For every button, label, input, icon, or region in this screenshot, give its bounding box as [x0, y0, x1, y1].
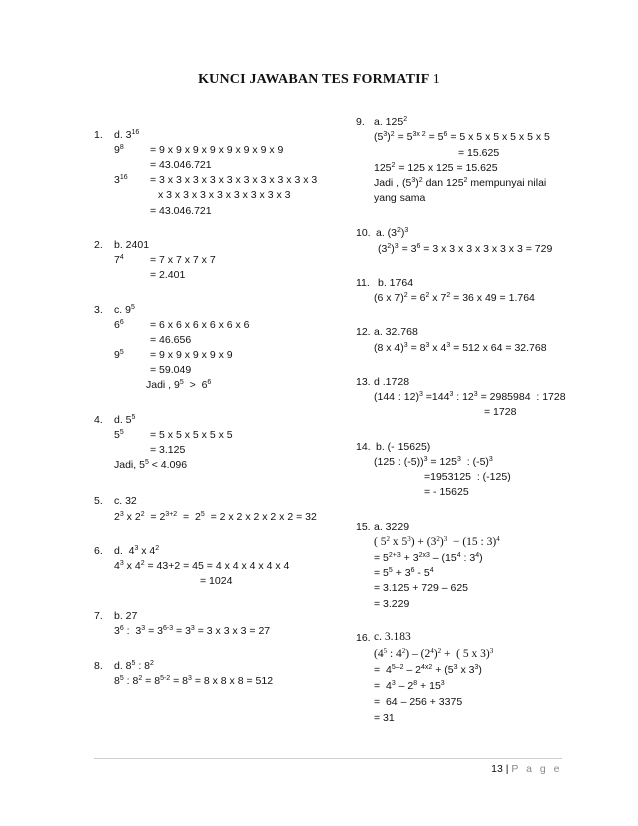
left-answer-line: = 9 x 9 x 9 x 9 x 9	[150, 349, 233, 361]
left-answer-line: d. $4^3$ x $4^2$	[114, 545, 160, 557]
right-answer-line: (8 x $4)^3 = 8^3$ x $4^3 = 512$ x 64 = 32.768	[374, 342, 547, 354]
right-answer-line: = 31	[374, 712, 395, 724]
page-number: 13	[491, 763, 503, 775]
right-answer-line: = 1728	[484, 406, 517, 418]
right-question-number: 13.	[356, 376, 371, 388]
right-answer-line: (125 : $(-5))^3 = 125^3$ : $(-5)^3$	[374, 456, 493, 468]
right-answer-line: = $4^3 - 2^8 + 15^3$	[374, 680, 445, 692]
right-answer-line: = $4^{5-2} - 2^{4x2} + (5^3$ x $3^3$)	[374, 664, 482, 676]
left-answer-line: = 3 x 3 x 3 x 3 x 3 x 3 x 3 x 3 x 3 x 3	[150, 174, 318, 186]
left-answer-line: Jadi , $9^5 > 6^6$	[146, 379, 212, 391]
right-answer-line: = $5^5 + 3^6 - 5^4$	[374, 567, 434, 579]
left-question-number: 3.	[94, 304, 103, 316]
left-answer-line: $5^5$	[114, 429, 124, 441]
left-answer-line: $2^3$ x $2^2 = 2^{3+2} = 2^5 = 2$ x 2 x 2 x 2 x 2 = 32	[114, 511, 317, 523]
right-answer-line: d .1728	[374, 376, 410, 388]
right-answer-line: $(5^3)^2 = 5^{3x 2} = 5^6 = 5$ x 5 x 5 x 5 x 5 x 5	[374, 131, 550, 143]
right-question-number: 16.	[356, 632, 371, 644]
left-answer-line: d. $5^5$	[114, 414, 136, 426]
right-answer-line: yang sama	[374, 192, 426, 204]
right-answer-line: = $5^{2+3} + 3^{2x3} - (15^4$ : $3^4$)	[374, 552, 483, 564]
left-answer-line: = 59.049	[150, 364, 192, 376]
right-question-number: 9.	[356, 116, 365, 128]
right-answer-line: ($4^5$ : $4^2) - (2^4)^2$ + ( 5 x 3)$^3$	[374, 647, 494, 660]
right-answer-line: b. 1764	[378, 277, 414, 289]
left-answer-line: b. 27	[114, 610, 138, 622]
right-question-number: 11.	[356, 277, 370, 289]
right-answer-line: (144 : $12)^3 =144^3$ : $12^3 = 2985984$ : 1728	[374, 391, 566, 403]
left-answer-line: = 9 x 9 x 9 x 9 x 9 x 9 x 9 x 9	[150, 144, 284, 156]
left-answer-line: c. $9^5$	[114, 304, 135, 316]
left-answer-line: $9^5$	[114, 349, 124, 361]
left-answer-line: = 43.046.721	[150, 159, 212, 171]
left-answer-line: = 3.125	[150, 444, 186, 456]
left-answer-line: $7^4$	[114, 254, 124, 266]
left-answer-line: = 7 x 7 x 7 x 7	[150, 254, 216, 266]
right-question-number: 12.	[356, 326, 371, 338]
left-answer-line: = 46.656	[150, 334, 192, 346]
right-answer-line: c. 3.183	[374, 631, 411, 643]
title-number: 1	[432, 72, 440, 87]
right-answer-line: a. 3229	[374, 521, 410, 533]
left-answer-line: = 6 x 6 x 6 x 6 x 6 x 6	[150, 319, 250, 331]
left-answer-line: $8^5$ : $8^2 = 8^{5-2} = 8^3 = 8$ x 8 x 8 = 512	[114, 675, 274, 687]
left-answer-line: $9^8$	[114, 144, 124, 156]
left-question-number: 7.	[94, 610, 103, 622]
page-title	[0, 72, 638, 88]
left-answer-line: = 5 x 5 x 5 x 5 x 5	[150, 429, 233, 441]
footer-separator: |	[505, 763, 509, 775]
left-answer-line: $3^{16}$	[114, 174, 128, 186]
page-label: P a g e	[511, 763, 562, 775]
footer-divider	[94, 758, 562, 759]
left-answer-line: = 43.046.721	[150, 205, 212, 217]
left-answer-line: d. $8^5$ : $8^2$	[114, 660, 154, 672]
left-answer-line: Jadi, $5^5 < 4.096$	[114, 459, 188, 471]
title-main: KUNCI JAWABAN TES FORMATIF	[198, 72, 429, 87]
right-answer-line: = 3.125 + 729 – 625	[374, 582, 469, 594]
right-answer-line: $125^2 = 125$ x 125 = 15.625	[374, 162, 498, 174]
right-answer-line: = 3.229	[374, 598, 410, 610]
left-question-number: 1.	[94, 129, 103, 141]
right-answer-line: = 64 – 256 + 3375	[374, 696, 463, 708]
left-answer-line: $4^3$ x $4^2 = 43+2 = 45 = 4$ x 4 x 4 x 4 x 4	[114, 560, 290, 572]
right-question-number: 10.	[356, 227, 371, 239]
right-answer-line: b. (- 15625)	[376, 441, 431, 453]
left-answer-line: $3^6$ : $3^3 = 3^{6-3} = 3^3 = 3$ x 3 x 3 = 27	[114, 625, 271, 637]
left-answer-line: c. 32	[114, 495, 137, 507]
right-answer-line: a. $125^2$	[374, 116, 408, 128]
page-footer	[491, 763, 562, 775]
left-answer-line: = 1024	[200, 575, 233, 587]
left-answer-line: x 3 x 3 x 3 x 3 x 3 x 3 x 3 x 3	[158, 189, 291, 201]
left-answer-line: b. 2401	[114, 239, 150, 251]
left-answer-line: $6^6$	[114, 319, 124, 331]
right-answer-line: ( $5^2$ x $5^3) + (3^2)^3 - (15$ : 3)$^4$	[374, 535, 500, 548]
left-question-number: 8.	[94, 660, 103, 672]
right-answer-line: a. $(3^2)^3$	[376, 227, 409, 239]
right-question-number: 15.	[356, 521, 371, 533]
right-answer-line: $(3^2)^3 = 3^6 = 3$ x 3 x 3 x 3 x 3 x 3 = 729	[378, 243, 553, 255]
left-answer-line: d. $3^{16}$	[114, 129, 140, 141]
right-question-number: 14.	[356, 441, 371, 453]
left-question-number: 6.	[94, 545, 103, 557]
right-answer-line: (6 x $7)^2 = 6^2$ x $7^2 = 36$ x 49 = 1.764	[374, 292, 535, 304]
right-answer-line: = 15.625	[458, 147, 500, 159]
right-answer-line: = - 15625	[424, 486, 469, 498]
right-answer-line: a. 32.768	[374, 326, 418, 338]
right-answer-line: =1953125 : (-125)	[424, 471, 511, 483]
left-question-number: 2.	[94, 239, 103, 251]
left-answer-line: = 2.401	[150, 269, 186, 281]
left-question-number: 4.	[94, 414, 103, 426]
right-answer-line: Jadi , $(5^3)^2$ dan $125^2$ mempunyai nilai	[374, 177, 547, 189]
left-question-number: 5.	[94, 495, 103, 507]
